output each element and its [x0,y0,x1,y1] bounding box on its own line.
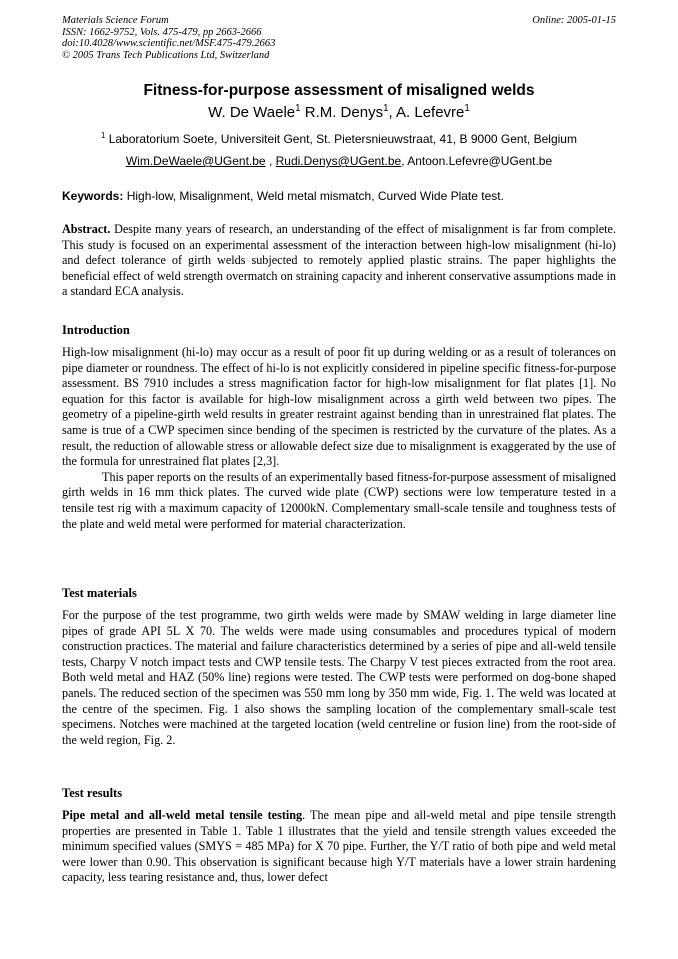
journal-header [62,15,616,61]
email-link-denys[interactable]: Rudi.Denys@UGent.be [275,154,402,168]
author-1: W. De Waele [208,104,296,121]
author-3-affiliation-mark: 1 [464,103,470,114]
keywords-text: High-low, Misalignment, Weld metal mismatch, Curved Wide Plate test. [123,189,504,203]
affiliation-text: Laboratorium Soete, Universiteit Gent, St. Pietersnieuwstraat, 41, B 9000 Gent, Belgium [105,132,577,146]
test-results-paragraph: . The mean pipe and all-weld metal and pipe tensile strength properties are presented in Table 1. Table 1 illustrates that the yield and tensile strength values exceeded the minimum specified values (SMYS = 485 MPa) for X 70 pipe. Further, the Y/T ratio of both pipe and weld metal were lower than 0.90. This observation is significant because high Y/T materials have a lower strain hardening capacity, less tearing resistance and, thus, lower defect [62,808,616,885]
affiliation-mark: 1 [101,131,106,140]
abstract-text: Despite many years of research, an understanding of the effect of misalignment is far from complete. This study is focused on an experimental assessment of the interaction between high-low misalignment (hi-lo) and defect tolerance of girth welds subjected to remotely applied plastic strains. The paper highlights the beneficial effect of weld strength overmatch on straining capacity and inherent conservative assumptions made in a standard ECA analysis. [62,222,616,299]
journal-name: Materials Science Forum [62,15,169,26]
keywords [62,189,616,203]
section-heading-introduction: Introduction [62,323,130,337]
author-2: R.M. Denys [300,104,384,121]
abstract-label: Abstract. [62,222,111,236]
author-1-affiliation-mark: 1 [295,103,301,114]
run-in-heading: Pipe metal and all-weld metal tensile testing [62,808,303,822]
keywords-label: Keywords: [62,189,124,203]
test-materials-paragraph: For the purpose of the test programme, two girth welds were made by SMAW welding in large diameter line pipes of grade API 5L X 70. The welds were made using consumables and procedures typical of modern construction practices. The material and failure characteristics determined by a series of pipe and all-weld tensile tests, Charpy V notch impact tests and CWP tensile tests. The Charpy V test pieces extracted from the root area. Both weld metal and HAZ (50% line) regions were tested. The CWP tests were performed on dog-bone shaped panels. The reduced section of the specimen was 550 mm long by 350 mm wide, Fig. 1. The weld was located at the centre of the specimen. Fig. 1 also shows the sampling location of the complementary small-scale test specimens. Notches were machined at the targeted location (weld centreline or fusion line) from the root-side of the weld region, Fig. 2. [62,608,616,747]
doi-line: doi:10.4028/www.scientific.net/MSF.475-479.2663 [62,38,276,49]
test-results-body [62,808,616,886]
copyright-line: © 2005 Trans Tech Publications Ltd, Switzerland [62,49,270,61]
email-lefevre: Antoon.Lefevre@UGent.be [407,154,553,168]
section-heading-test-results: Test results [62,786,123,800]
author-3: , A. Lefevre [388,104,465,121]
issn-line: ISSN: 1662-9752, Vols. 475-479, pp 2663-2666 [62,26,262,38]
section-heading-test-materials: Test materials [62,586,137,600]
test-materials-body [62,608,616,748]
abstract [62,222,616,300]
author-list [62,104,616,121]
paper-title: Fitness-for-purpose assessment of misaligned welds [143,82,535,99]
introduction-paragraph-2: This paper reports on the results of an experimentally based fitness-for-purpose assessment of misaligned girth welds in 16 mm thick plates. The curved wide plate (CWP) sections were low temperature tested in a tensile test rig with a maximum capacity of 12000kN. Complementary small-scale tensile and toughness tests of the plate and weld metal were performed for material characterization. [62,469,616,531]
email-link-dewaele[interactable]: Wim.DeWaele@UGent.be [125,154,266,168]
introduction-paragraph-1: High-low misalignment (hi-lo) may occur as a result of poor fit up during welding or as a result of tolerances on pipe diameter or roundness. The effect of hi-lo is not explicitly considered in pipeline specific fitness-for-purpose assessment. BS 7910 includes a stress magnification factor for high-low misalignment for flat plates [1]. No equation for this factor is available for high-low misalignment across a girth weld between two pipes. The geometry of a pipeline-girth weld results in greater restraint against bending than in unrestrained flat plates. The same is true of a CWP specimen since bending of the specimen is restricted by the curvature of the plates. As a result, the reduction of allowable stress or allowable defect size due to misalignment is exaggerated by the use of the formula for unrestrained flat plates [2,3]. [62,345,616,469]
email-list [62,154,616,168]
email-separator: , [265,154,276,168]
email-separator: , [401,154,408,168]
author-2-affiliation-mark: 1 [383,103,389,114]
online-date: Online: 2005-01-15 [532,15,616,26]
affiliation [62,132,616,146]
introduction-body [62,345,616,532]
